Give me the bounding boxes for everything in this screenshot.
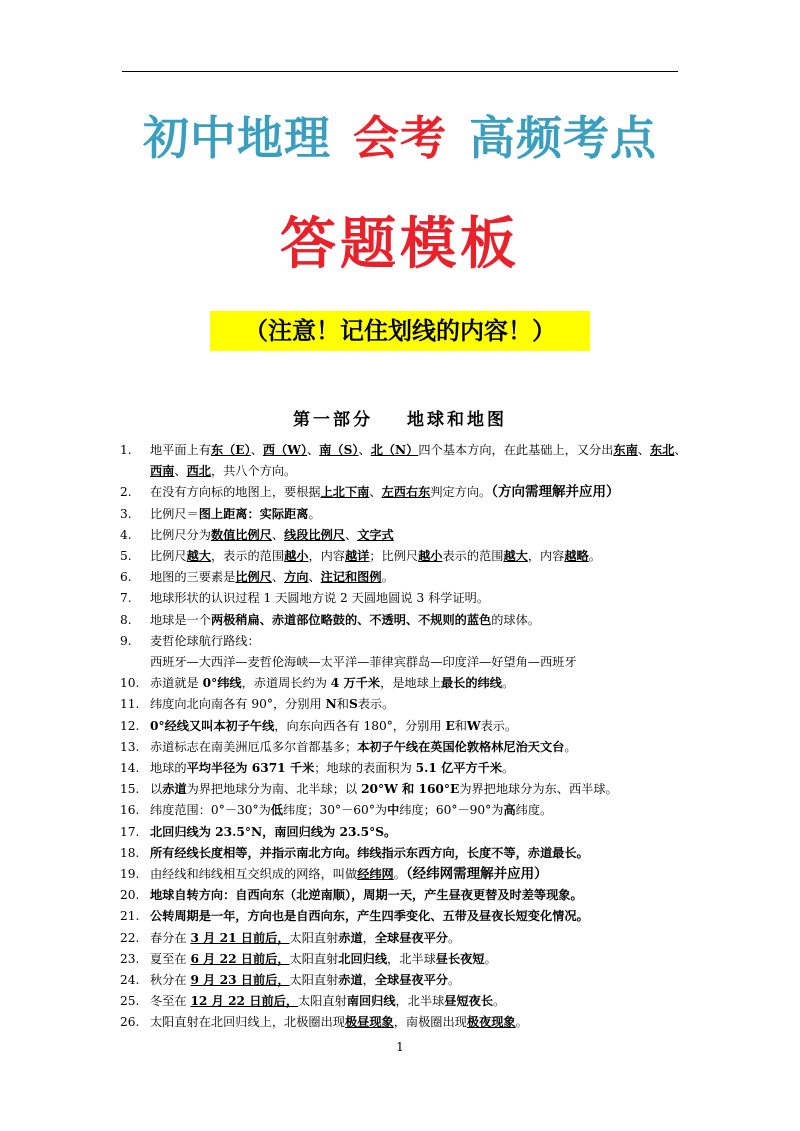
list-item: 17. 北回归线为 23.5°N，南回归线为 23.5°S。 (120, 824, 397, 839)
list-item: 15. 以赤道为界把地球分为南、北半球；以 20°W 和 160°E为界把地球分为东、西半球。 (120, 782, 618, 797)
section-part: 第一部分 (293, 410, 373, 430)
list-item: 13. 赤道标志在南美洲厄瓜多尔首都基多；本初子午线在英国伦敦格林尼治天文台。 (120, 739, 577, 754)
list-item: 14. 地球的平均半径为 6371 千米；地球的表面积为 5.1 亿平方千米。 (120, 761, 515, 776)
list-item: 3. 比例尺＝图上距离：实际距离。 (120, 506, 321, 521)
section-name: 地球和地图 (407, 410, 507, 430)
list-item: 23. 夏至在 6 月 22 日前后，太阳直射北回归线，北半球昼长夜短。 (120, 951, 497, 966)
section-heading (0, 408, 800, 432)
list-item: 12. 0°经线又叫本初子午线，向东向西各有 180°，分别用 E和W表示。 (120, 718, 518, 733)
list-item: 18. 所有经线长度相等，并指示南北方向。纬线指示东西方向，长度不等，赤道最长。 (120, 845, 589, 860)
highlight-note: （注意！记住划线的内容！） (210, 311, 590, 351)
list-item: 2. 在没有方向标的地图上，要根据上北下南、左西右东判定方向。（方向需理解并应用） (120, 484, 620, 501)
list-item: 10. 赤道就是 0°纬线，赤道周长约为 4 万千米，是地球上最长的纬线。 (120, 676, 515, 691)
title-part3: 高频考点 (469, 111, 657, 165)
list-item: 20. 地球自转方向：自西向东（北逆南顺），周期一天，产生昼夜更替及时差等现象。 (120, 888, 583, 903)
list-item: 26. 太阳直射在北回归线上，北极圈出现极昼现象，南极圈出现极夜现象。 (120, 1015, 528, 1030)
list-item: 4. 比例尺分为数值比例尺、线段比例尺、文字式 (120, 527, 394, 542)
list-item: 7. 地球形状的认识过程 1 天圆地方说 2 天圆地圆说 3 科学证明。 (120, 591, 490, 606)
top-rule (122, 71, 678, 72)
page-number: 1 (396, 1040, 404, 1054)
subtitle: 答题模板 (280, 212, 520, 277)
list-item: 1. 地平面上有东（E）、西（W）、南（S）、北（N）四个基本方向，在此基础上，又分出东南、东北、西南、西北，共八个方向。 (120, 443, 687, 479)
list-item: 11. 纬度向北向南各有 90°，分别用 N和S表示。 (120, 697, 395, 712)
title-part2: 会考 (353, 111, 447, 165)
list-item: 22. 春分在 3 月 21 日前后，太阳直射赤道，全球昼夜平分。 (120, 930, 461, 945)
point-list (120, 440, 690, 1034)
list-item: 24. 秋分在 9 月 23 日前后，太阳直射赤道，全球昼夜平分。 (120, 973, 461, 988)
main-title (0, 108, 800, 168)
list-item: 19. 由经线和纬线相互交织成的网络，叫做经纬网。（经纬网需理解并应用） (120, 866, 548, 883)
list-item: 25. 冬至在 12 月 22 日前后，太阳直射南回归线，北半球昼短夜长。 (120, 994, 506, 1009)
list-item: 6. 地图的三要素是比例尺、方向、注记和图例。 (120, 570, 394, 585)
list-item: 9. 麦哲伦球航行路线： 西班牙—大西洋—麦哲伦海峡—太平洋—菲律宾群岛—印度洋—好望角—西班牙 (120, 633, 577, 670)
title-part1: 初中地理 (143, 111, 331, 165)
list-item: 16. 纬度范围：0°－30°为低纬度；30°－60°为中纬度；60°－90°为高纬度。 (120, 803, 553, 818)
list-item: 8. 地球是一个两极稍扁、赤道部位略鼓的、不透明、不规则的蓝色的球体。 (120, 612, 540, 627)
list-item: 5. 比例尺越大，表示的范围越小，内容越详；比例尺越小表示的范围越大，内容越略。 (120, 549, 601, 564)
list-item: 21. 公转周期是一年，方向也是自西向东，产生四季变化、五带及昼夜长短变化情况。 (120, 909, 589, 924)
